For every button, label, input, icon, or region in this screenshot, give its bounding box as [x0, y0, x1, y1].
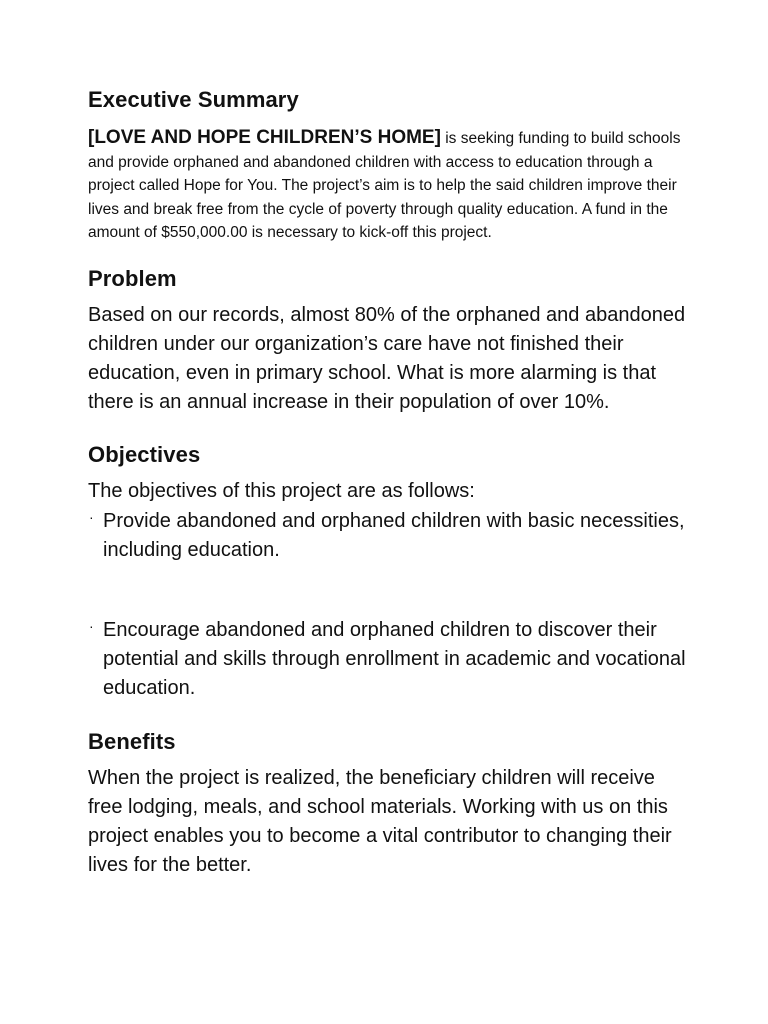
benefits-heading: Benefits	[88, 728, 176, 754]
objective-text: Encourage abandoned and orphaned children to discover their potential and skills through enrollment in academic and vocational education.	[103, 618, 686, 700]
executive-summary-heading: Executive Summary	[88, 87, 299, 112]
objectives-intro: The objectives of this project are as follows:	[88, 480, 475, 503]
bullet-dot: ·	[89, 617, 94, 634]
organization-name: [LOVE AND HOPE CHILDREN’S HOME]	[88, 127, 441, 148]
objective-item	[88, 507, 688, 565]
executive-summary-text: is seeking funding to build schools and provide orphaned and abandoned children with access to education through a project called Hope for You. The project’s aim is to help the said children improve their lives and break free from the cycle of poverty through quality education. A fund in the amount of $550,000.00 is necessary to kick-off this project.	[88, 130, 681, 241]
objective-item	[88, 616, 688, 704]
executive-summary-paragraph	[88, 126, 688, 245]
objectives-heading: Objectives	[88, 442, 201, 468]
objective-text: Provide abandoned and orphaned children with basic necessities, including education.	[103, 509, 685, 561]
problem-text: Based on our records, almost 80% of the orphaned and abandoned children under our organization’s care have not finished their education, even in primary school. What is more alarming is that there is an annual increase in their population of over 10%.	[88, 303, 686, 414]
benefits-text: When the project is realized, the beneficiary children will receive free lodging, meals, and school materials. Working with us on this project enables you to become a vital contributor to changing their lives for the better.	[88, 766, 672, 877]
document-page	[88, 86, 688, 880]
bullet-dot: ·	[89, 508, 94, 525]
objectives-list	[88, 507, 688, 704]
problem-heading: Problem	[88, 265, 177, 291]
